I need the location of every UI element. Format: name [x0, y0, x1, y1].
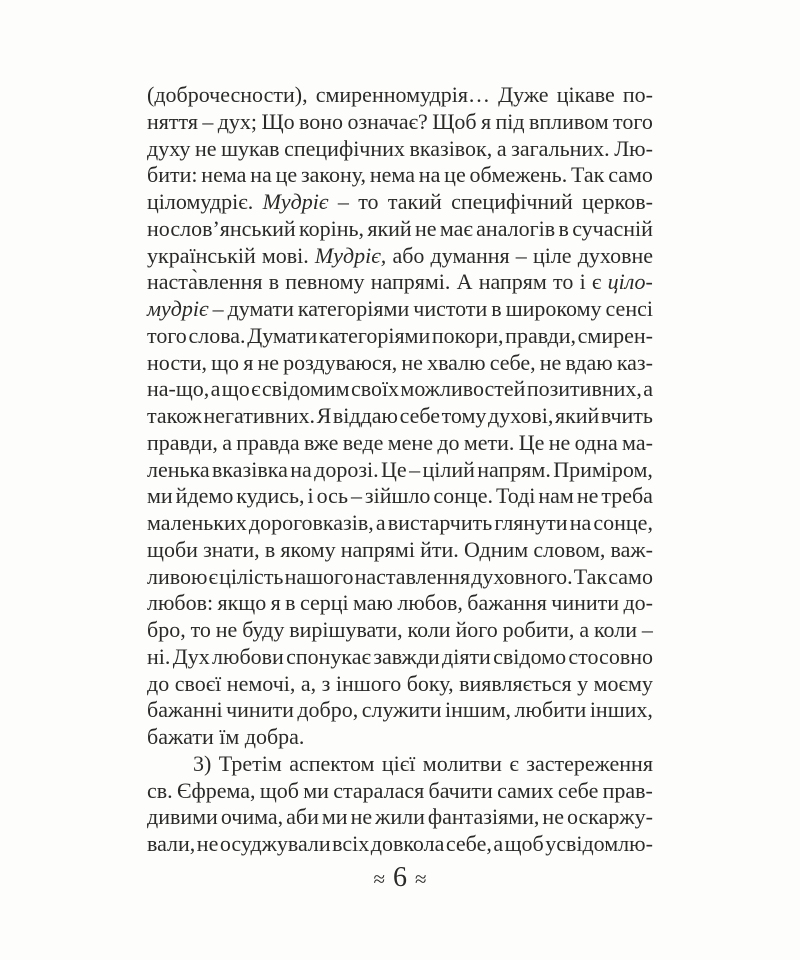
word: то: [553, 269, 574, 295]
word: того: [147, 322, 187, 348]
word: каз-: [616, 349, 653, 375]
word: вчить: [600, 403, 653, 428]
word: дорозі.: [314, 456, 379, 482]
word: цієї: [381, 750, 416, 776]
word: нашого: [284, 563, 354, 589]
word: вказівка: [212, 456, 288, 482]
word: сучасній: [572, 215, 653, 241]
word: Дух: [172, 643, 210, 669]
word: в: [491, 296, 502, 321]
word: свідомим: [261, 376, 350, 402]
word: ми: [321, 804, 348, 830]
word: є: [251, 376, 261, 402]
word: свідомо: [493, 643, 567, 669]
word: веде: [342, 429, 384, 455]
word: себе: [399, 403, 441, 428]
word: впливом: [529, 108, 609, 134]
word: іншим,: [445, 697, 512, 723]
word: в: [268, 269, 280, 295]
tilde-ornament-left: ≈: [373, 866, 385, 891]
word: робити,: [502, 617, 575, 642]
word: то: [190, 617, 211, 642]
word: напрям.: [477, 456, 551, 482]
word: –: [641, 617, 653, 642]
word: ось: [316, 483, 348, 509]
word: широкому: [505, 296, 602, 321]
word: правди,: [505, 322, 577, 348]
word: це: [275, 162, 298, 188]
word: своїх: [350, 376, 400, 402]
word: до-: [623, 590, 653, 616]
word: то: [358, 189, 379, 214]
word: ми: [147, 483, 173, 509]
word: духовне: [577, 242, 653, 268]
word: щоб: [259, 777, 299, 803]
text-line: [147, 376, 653, 403]
word: а: [493, 831, 504, 856]
word: –: [202, 108, 214, 134]
word: нема: [369, 162, 415, 188]
word: застереження: [526, 750, 653, 776]
word: 3): [193, 750, 212, 776]
word: який: [367, 215, 412, 241]
word: ціле: [532, 242, 572, 268]
word: –: [212, 296, 224, 321]
word: а: [496, 135, 507, 161]
word: бажанні: [147, 697, 223, 723]
text-line: [147, 510, 653, 537]
page-footer: [0, 861, 800, 895]
word: нослов’янський: [147, 215, 296, 241]
word: важ-: [610, 536, 653, 562]
text-line: [147, 136, 653, 163]
word: нам: [538, 483, 574, 509]
word: завжди: [373, 643, 440, 669]
word: Це: [381, 456, 407, 482]
text-line: [147, 483, 653, 510]
word: специфічних: [284, 135, 405, 161]
word: віддаю: [332, 403, 398, 428]
word: специфічний: [451, 189, 573, 214]
word: шукав: [221, 135, 280, 161]
word: Мудріє: [262, 189, 329, 214]
word: спонукає: [286, 643, 371, 669]
word: не: [257, 349, 279, 375]
word: смиренномудрія…: [315, 82, 491, 107]
word: у: [577, 670, 589, 696]
word: щоби: [147, 536, 198, 562]
word: духові,: [488, 403, 554, 428]
text-segment: бажати їм добра.: [147, 724, 305, 749]
text-line: [147, 109, 653, 136]
word: ціломудріє.: [147, 189, 254, 214]
word: іншого: [335, 670, 402, 696]
word: своєї: [174, 670, 222, 696]
word: осуджували: [219, 831, 331, 856]
word: йдемо: [175, 483, 234, 509]
text-line: [147, 778, 653, 805]
word: не: [415, 215, 437, 241]
word: в: [558, 215, 569, 241]
word: себе,: [489, 349, 536, 375]
word: покори,: [431, 322, 504, 348]
word: оскаржу-: [566, 804, 653, 830]
word: або: [392, 242, 425, 268]
word: мене: [387, 429, 433, 455]
word: я: [243, 349, 254, 375]
word: молитви: [422, 750, 502, 776]
word: вирішувати,: [289, 617, 403, 642]
word: мові.: [261, 242, 309, 268]
word: а: [579, 617, 590, 642]
word: само: [608, 162, 653, 188]
word: на: [250, 162, 272, 188]
word: закону,: [300, 162, 367, 188]
word: виявляється: [459, 670, 572, 696]
word: духу: [147, 135, 191, 161]
word: нема: [201, 162, 247, 188]
word: аналогів: [476, 215, 556, 241]
word: є: [208, 563, 218, 589]
word: дороговказів,: [248, 510, 374, 535]
word: не: [350, 804, 373, 830]
word: не: [194, 135, 217, 161]
word: сонце.: [433, 483, 493, 509]
word: тому: [441, 403, 487, 428]
word: воно: [299, 108, 344, 134]
word: який: [554, 403, 600, 428]
word: правди,: [147, 429, 218, 455]
text-line: [147, 804, 653, 831]
word: категоріями: [318, 322, 431, 348]
word: на: [418, 162, 441, 188]
word: духовного.: [471, 563, 573, 589]
tilde-ornament-right: ≈: [415, 866, 427, 891]
word: бачити: [428, 777, 493, 803]
text-line: [147, 243, 653, 270]
word: правда: [236, 429, 300, 455]
text-line: [147, 350, 653, 377]
word: ливою: [147, 563, 208, 589]
word: корінь,: [299, 215, 365, 241]
word: Я: [316, 403, 332, 428]
word: а: [222, 429, 232, 455]
word: боку,: [406, 670, 454, 696]
word: служити: [361, 697, 442, 723]
word: на: [290, 456, 312, 482]
page-text: [147, 82, 653, 858]
word: щоб: [504, 831, 544, 856]
text-line: [147, 617, 653, 644]
word: само: [608, 563, 653, 589]
word: ціло-: [607, 269, 653, 295]
word: бажання: [467, 590, 547, 616]
word: сонце,: [593, 510, 653, 535]
word: не: [542, 804, 564, 830]
word: якому: [280, 536, 336, 562]
text-line: [147, 751, 653, 778]
word: і: [307, 483, 314, 509]
word: я: [481, 108, 492, 134]
word: бро,: [147, 617, 186, 642]
word: моєму: [593, 670, 653, 696]
word: любов,: [397, 590, 463, 616]
word: –: [409, 456, 421, 482]
word: ні.: [147, 643, 171, 669]
word: мудріє: [147, 296, 209, 321]
word: йти.: [420, 536, 459, 562]
text-line: [147, 162, 653, 189]
word: українській: [147, 242, 256, 268]
word: самих: [497, 777, 554, 803]
word: обмежень.: [469, 162, 568, 188]
word: Так: [573, 563, 608, 589]
word: ности,: [147, 349, 207, 375]
text-line: [147, 644, 653, 671]
text-line: [147, 537, 653, 564]
word: бити:: [147, 162, 198, 188]
word: аспектом: [289, 750, 375, 776]
word: а: [375, 510, 386, 535]
word: смирен-: [577, 322, 653, 348]
word: по-: [622, 82, 653, 107]
word: довкола: [370, 831, 445, 856]
word: його: [455, 617, 498, 642]
word: напрям: [478, 269, 547, 295]
word: мети.: [463, 429, 515, 455]
word: прав-: [602, 777, 653, 803]
text-line: [147, 831, 653, 858]
word: до: [437, 429, 460, 455]
word: (доброчесности),: [147, 82, 308, 107]
text-line: [147, 457, 653, 484]
word: св.: [147, 777, 173, 803]
word: сенсі: [605, 296, 653, 321]
word: чистоти: [413, 296, 488, 321]
word: церков-: [582, 189, 653, 214]
word: не: [196, 831, 219, 856]
text-line: [147, 724, 653, 751]
word: усвідомлю-: [545, 831, 653, 856]
word: любити: [514, 697, 587, 723]
word: –: [515, 242, 527, 268]
word: добро,: [297, 697, 359, 723]
word: напрямі.: [370, 269, 451, 295]
word: цілий: [422, 456, 475, 482]
word: маю: [353, 590, 393, 616]
word: Так: [571, 162, 605, 188]
word: знати,: [203, 536, 260, 562]
word: фантазіями,: [427, 804, 540, 830]
word: Єфрема,: [176, 777, 256, 803]
word: кудись,: [236, 483, 305, 509]
word: очима,: [220, 804, 284, 830]
word: також: [147, 403, 202, 428]
word: а,: [300, 670, 317, 696]
word: любови: [212, 643, 284, 669]
word: не: [576, 483, 599, 509]
word: на-що,: [147, 376, 210, 402]
text-line: [147, 697, 653, 724]
text-line: [147, 403, 653, 430]
word: любов:: [147, 590, 214, 616]
word: загальних.: [511, 135, 610, 161]
word: всіх: [332, 831, 370, 856]
word: Мудріє,: [314, 242, 387, 268]
text-line: [147, 671, 653, 698]
text-line: [147, 82, 653, 109]
word: –: [350, 483, 362, 509]
word: ми: [303, 777, 329, 803]
word: серці: [299, 590, 349, 616]
text-line: [147, 590, 653, 617]
word: вже: [303, 429, 339, 455]
word: зійшло: [364, 483, 431, 509]
word: напрямі: [340, 536, 415, 562]
word: цікаве: [556, 82, 615, 107]
word: Це: [518, 429, 545, 455]
word: А: [456, 269, 473, 295]
word: до: [147, 670, 170, 696]
word: не: [548, 429, 571, 455]
word: і: [579, 269, 586, 295]
word: а: [210, 376, 221, 402]
word: я: [270, 590, 281, 616]
word: того: [613, 108, 653, 134]
word: вистарчить: [387, 510, 493, 535]
word: вали,: [147, 831, 196, 856]
word: себе,: [445, 831, 492, 856]
word: такий: [387, 189, 442, 214]
word: дивими: [147, 804, 218, 830]
text-line: [147, 564, 653, 591]
word: глянути: [494, 510, 568, 535]
word: слова.: [188, 322, 246, 348]
word: аби: [286, 804, 319, 830]
word: позитивних,: [526, 376, 642, 402]
word: якщо: [217, 590, 267, 616]
word: словом,: [533, 536, 606, 562]
word: коли: [407, 617, 451, 642]
word: негативних.: [203, 403, 316, 428]
word: треба: [601, 483, 653, 509]
word: це: [444, 162, 466, 188]
word: коли: [593, 617, 637, 642]
text-line: [147, 430, 653, 457]
word: жили: [375, 804, 425, 830]
word: немочі,: [226, 670, 296, 696]
word: цілість: [219, 563, 284, 589]
word: з: [321, 670, 331, 696]
word: Одним: [463, 536, 529, 562]
word: вказівок,: [409, 135, 493, 161]
word: Лю-: [614, 135, 653, 161]
word: є: [509, 750, 519, 776]
word: думати: [227, 296, 294, 321]
word: маленьких: [147, 510, 247, 535]
word: в: [264, 536, 276, 562]
word: в: [285, 590, 296, 616]
word: роздуваюся,: [283, 349, 398, 375]
word: на: [569, 510, 592, 535]
word: що: [221, 376, 250, 402]
word: Приміром,: [553, 456, 653, 482]
word: наста̀влення: [147, 269, 263, 295]
page-number: 6: [393, 862, 407, 893]
word: означає?: [347, 108, 428, 134]
text-line: [147, 189, 653, 216]
word: не: [401, 349, 423, 375]
word: Дуже: [498, 82, 549, 107]
word: можливостей: [400, 376, 526, 402]
text-line: [147, 269, 653, 296]
word: а: [643, 376, 653, 402]
word: Що: [261, 108, 295, 134]
word: думання: [430, 242, 510, 268]
word: одна: [574, 429, 618, 455]
word: Тоді: [495, 483, 536, 509]
text-line: [147, 216, 653, 243]
word: є: [591, 269, 602, 295]
word: не: [539, 349, 562, 375]
word: няття: [147, 108, 198, 134]
word: що: [211, 349, 240, 375]
word: Думати: [247, 322, 318, 348]
word: старалася: [333, 777, 425, 803]
word: вдаю: [565, 349, 613, 375]
word: –: [337, 189, 349, 214]
text-line: [147, 323, 653, 350]
word: хвалю: [427, 349, 486, 375]
word: має: [439, 215, 473, 241]
word: ма-: [622, 429, 653, 455]
word: категоріями: [297, 296, 410, 321]
word: наставлення: [354, 563, 471, 589]
word: себе: [557, 777, 599, 803]
word: буду: [242, 617, 285, 642]
word: інших,: [589, 697, 653, 723]
word: Щоб: [432, 108, 477, 134]
word: під: [495, 108, 525, 134]
word: діяти: [442, 643, 491, 669]
word: ленька: [147, 456, 210, 482]
word: не: [215, 617, 238, 642]
word: чинити: [551, 590, 620, 616]
word: Третім: [218, 750, 282, 776]
word: стосовно: [568, 643, 653, 669]
text-line: [147, 296, 653, 323]
word: дух;: [217, 108, 258, 134]
word: чинити: [226, 697, 294, 723]
word: певному: [285, 269, 365, 295]
